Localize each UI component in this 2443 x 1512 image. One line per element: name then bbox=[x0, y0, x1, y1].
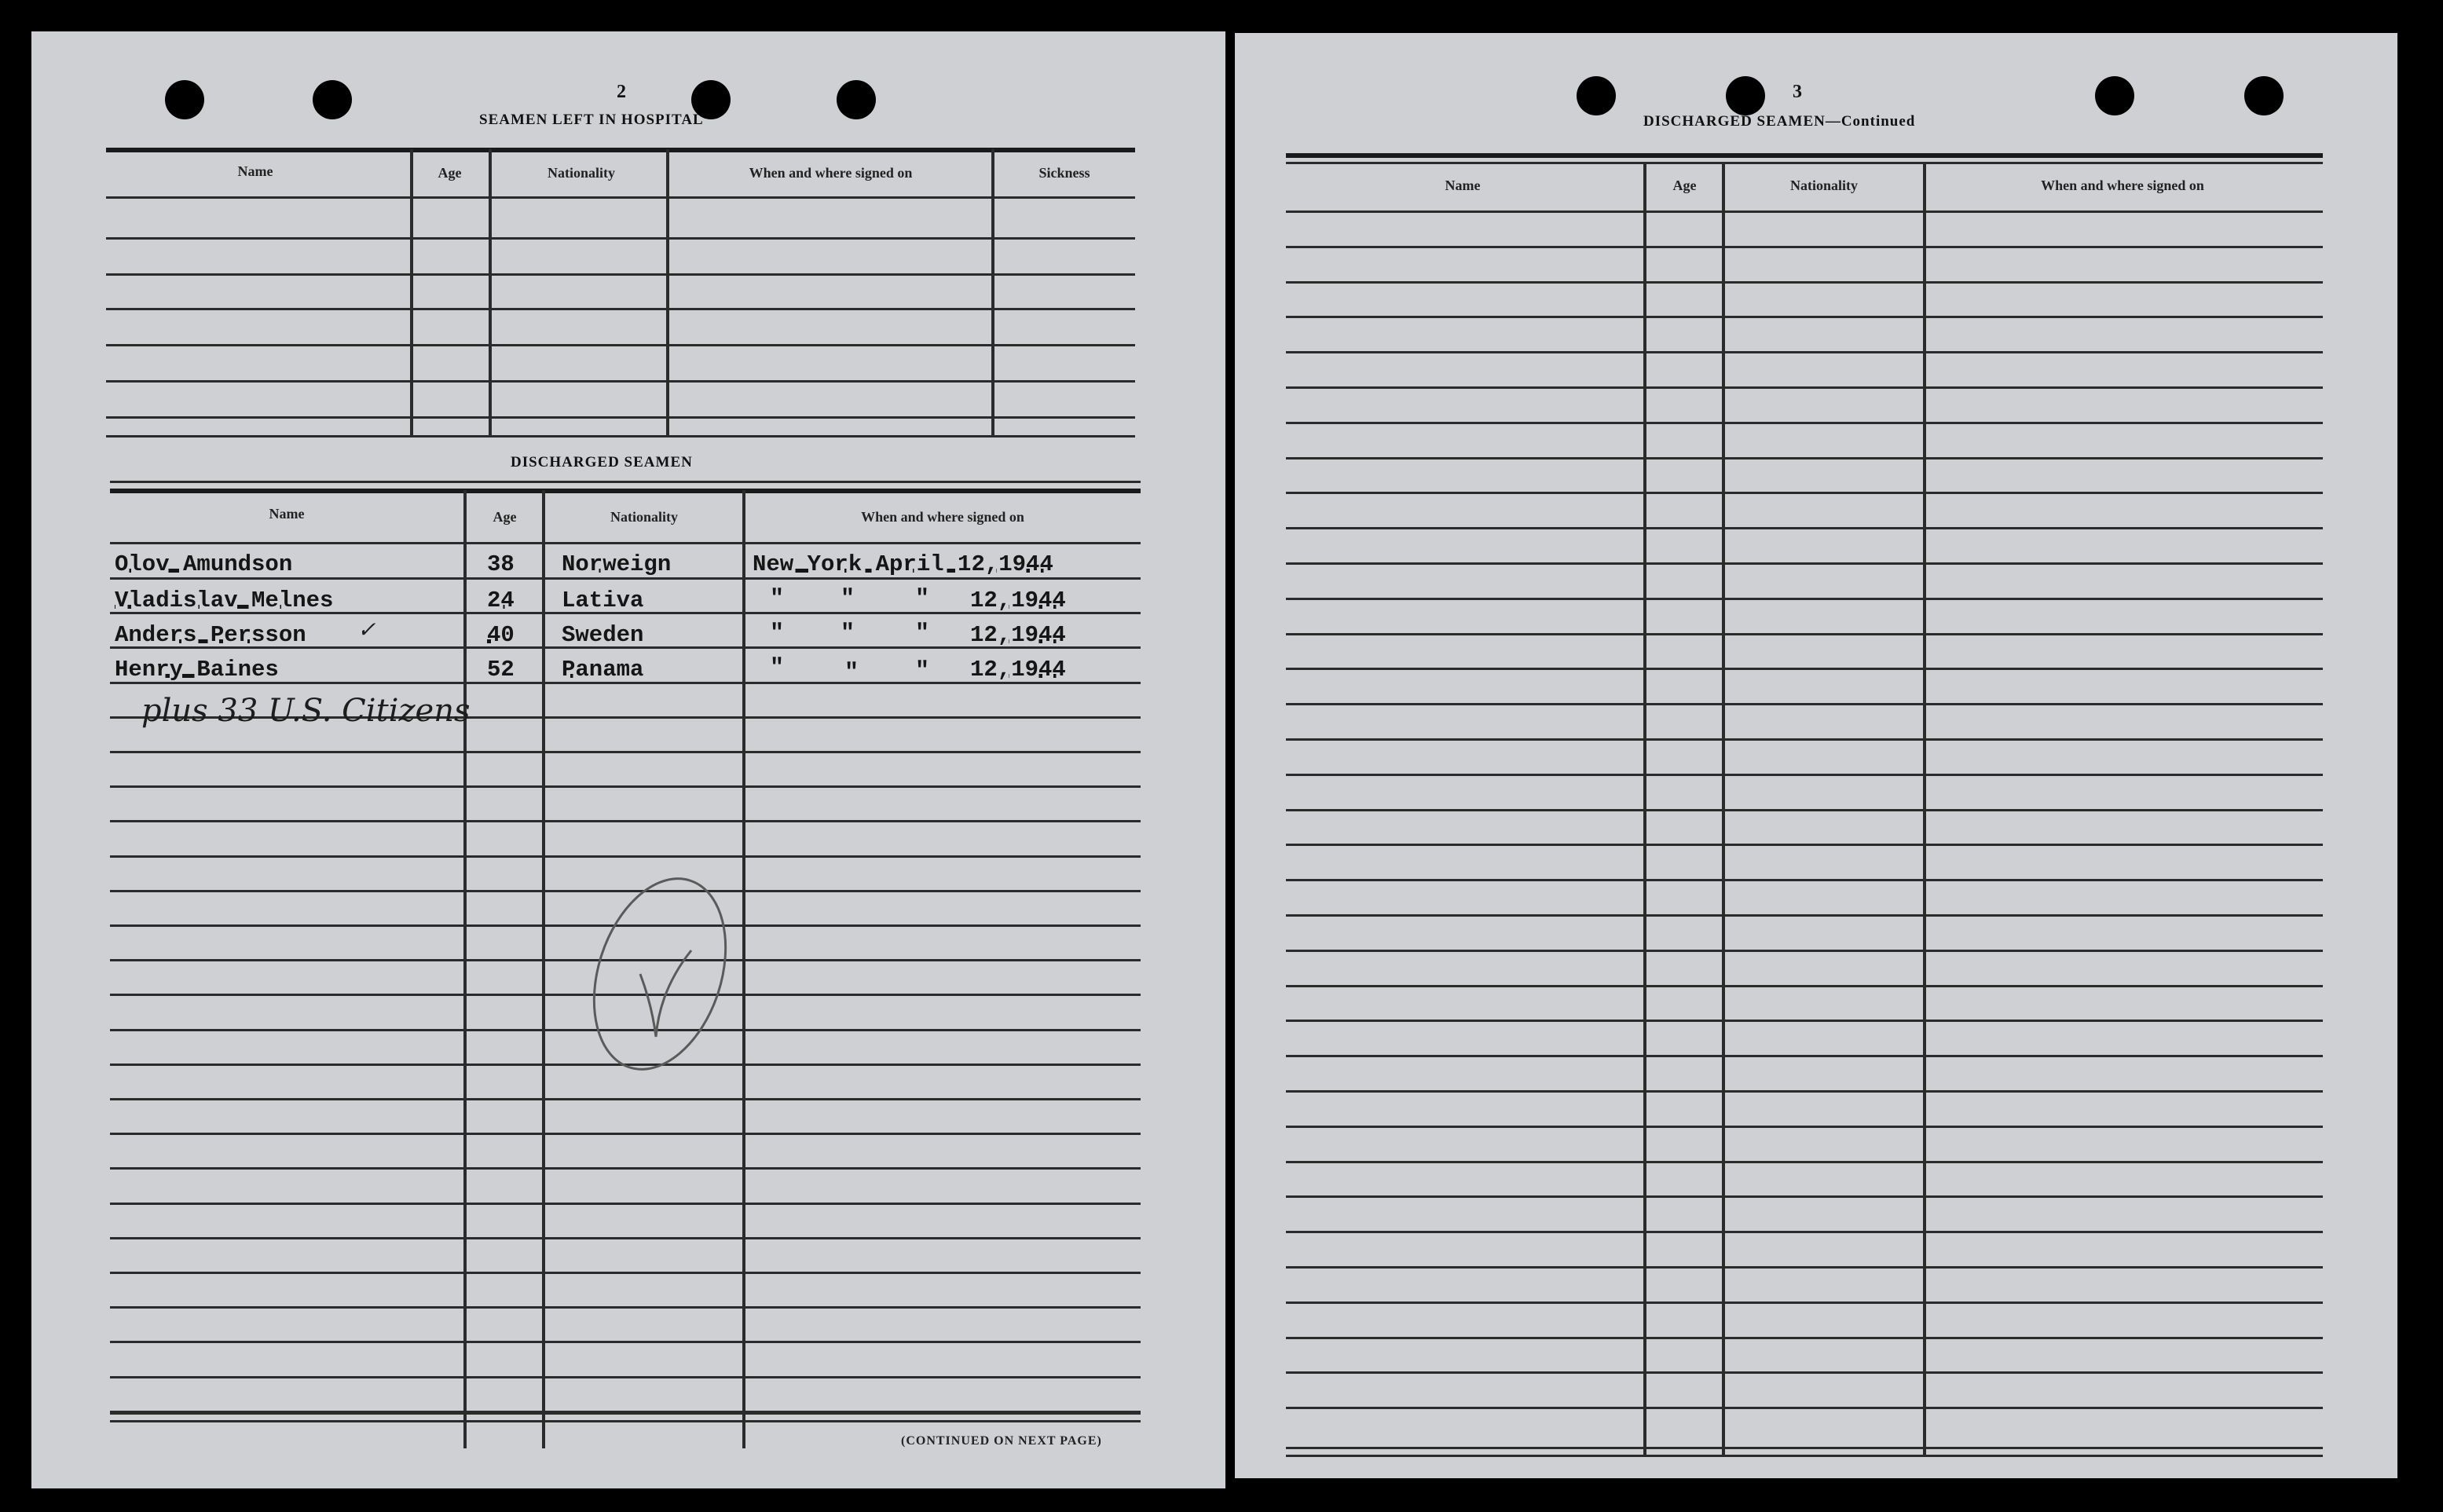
table-rule bbox=[1286, 492, 2323, 494]
column-header: Sickness bbox=[1038, 165, 1090, 181]
column-header: Name bbox=[237, 163, 273, 179]
right-section-title: DISCHARGED SEAMEN—Continued bbox=[1643, 113, 1916, 130]
table-rule bbox=[1286, 1195, 2323, 1198]
table-rule bbox=[1286, 1407, 2323, 1409]
table-border bbox=[110, 481, 1141, 483]
punch-hole bbox=[2095, 76, 2134, 115]
signed-on: 12,1944 bbox=[970, 622, 1066, 648]
table-rule bbox=[1286, 422, 2323, 424]
ditto-mark: " bbox=[915, 586, 930, 613]
signed-on: New York April 12,1944 bbox=[753, 551, 1053, 577]
hospital-section-title: SEAMEN LEFT IN HOSPITAL bbox=[479, 112, 704, 128]
punch-hole bbox=[1726, 76, 1765, 115]
seaman-age: 24 bbox=[487, 588, 515, 613]
table-rule bbox=[1286, 668, 2323, 670]
column-header: Age bbox=[438, 165, 462, 181]
seaman-name: Vladislav Melnes bbox=[115, 588, 334, 613]
page-number: 2 bbox=[617, 82, 626, 102]
ditto-mark: " bbox=[844, 660, 859, 686]
column-header: Age bbox=[1672, 178, 1697, 193]
table-rule bbox=[1286, 1231, 2323, 1233]
table-rule bbox=[110, 1203, 1141, 1205]
punch-hole bbox=[837, 80, 876, 119]
table-border bbox=[1286, 153, 2323, 158]
table-rule bbox=[106, 416, 1135, 419]
column-header: Nationality bbox=[610, 509, 678, 525]
table-rule bbox=[1286, 1055, 2323, 1057]
punch-hole bbox=[165, 80, 204, 119]
right-page bbox=[1235, 33, 2397, 1478]
seaman-name: Henry Baines bbox=[115, 657, 279, 683]
table-border bbox=[110, 1420, 1141, 1422]
column-divider bbox=[666, 149, 669, 437]
table-rule bbox=[1286, 985, 2323, 987]
ditto-mark: " bbox=[915, 658, 930, 685]
seaman-name: Olov Amundson bbox=[115, 551, 293, 577]
table-rule bbox=[1286, 738, 2323, 741]
table-rule bbox=[1286, 316, 2323, 318]
table-rule bbox=[1286, 1371, 2323, 1374]
table-rule bbox=[110, 1133, 1141, 1135]
table-rule bbox=[1286, 598, 2323, 600]
table-rule bbox=[1286, 1266, 2323, 1269]
column-divider bbox=[489, 149, 492, 437]
table-rule bbox=[1286, 703, 2323, 705]
seaman-age: 40 bbox=[487, 622, 515, 648]
table-rule bbox=[1286, 914, 2323, 917]
table-rule bbox=[1286, 457, 2323, 459]
column-header: Nationality bbox=[1789, 178, 1858, 193]
seaman-age: 38 bbox=[487, 551, 515, 577]
table-rule bbox=[1286, 1090, 2323, 1093]
column-header: Nationality bbox=[547, 165, 615, 181]
pencil-circle-mark bbox=[566, 856, 754, 1092]
discharged-section-title: DISCHARGED SEAMEN bbox=[511, 454, 693, 470]
table-rule bbox=[1286, 1161, 2323, 1163]
table-rule bbox=[1286, 351, 2323, 353]
left-page bbox=[31, 31, 1225, 1488]
seaman-nationality: Norweign bbox=[562, 551, 672, 577]
seaman-age: 52 bbox=[487, 657, 515, 683]
ditto-mark: " bbox=[770, 586, 785, 613]
table-rule bbox=[110, 1098, 1141, 1100]
table-rule bbox=[1286, 1301, 2323, 1304]
table-rule bbox=[106, 435, 1135, 437]
table-rule bbox=[106, 308, 1135, 310]
punch-hole bbox=[313, 80, 352, 119]
table-rule bbox=[1286, 809, 2323, 811]
handwritten-note: plus 33 U.S. Citizens bbox=[141, 693, 471, 729]
column-divider bbox=[542, 490, 545, 1448]
seaman-nationality: Panama bbox=[562, 657, 644, 683]
column-divider bbox=[410, 149, 413, 437]
table-rule bbox=[110, 542, 1141, 544]
ditto-mark: " bbox=[841, 586, 855, 613]
table-rule bbox=[1286, 281, 2323, 284]
table-border bbox=[106, 148, 1135, 152]
seaman-nationality: Sweden bbox=[562, 622, 644, 648]
table-border bbox=[110, 1412, 1141, 1415]
ditto-mark: " bbox=[915, 621, 930, 647]
column-header: Name bbox=[269, 506, 305, 522]
punch-hole bbox=[1577, 76, 1616, 115]
table-rule bbox=[106, 237, 1135, 240]
column-header: When and where signed on bbox=[749, 165, 913, 181]
table-rule bbox=[1286, 633, 2323, 635]
punch-hole bbox=[2244, 76, 2284, 115]
page-number: 3 bbox=[1793, 82, 1802, 102]
table-rule bbox=[110, 785, 1141, 788]
table-rule bbox=[1286, 246, 2323, 248]
column-header: When and where signed on bbox=[2041, 178, 2204, 193]
table-border bbox=[1286, 1455, 2323, 1457]
table-border bbox=[1286, 1447, 2323, 1449]
table-rule bbox=[110, 577, 1141, 580]
ditto-mark: " bbox=[841, 621, 855, 647]
table-rule bbox=[110, 1341, 1141, 1343]
table-rule bbox=[106, 380, 1135, 383]
table-rule bbox=[1286, 774, 2323, 776]
table-rule bbox=[110, 1167, 1141, 1170]
table-rule bbox=[1286, 386, 2323, 389]
table-rule bbox=[106, 196, 1135, 199]
table-border bbox=[1286, 162, 2323, 164]
table-rule bbox=[1286, 1126, 2323, 1128]
table-rule bbox=[106, 344, 1135, 346]
table-rule bbox=[1286, 562, 2323, 565]
ditto-mark: " bbox=[770, 621, 785, 647]
table-rule bbox=[1286, 1337, 2323, 1339]
signed-on: 12,1944 bbox=[970, 588, 1066, 613]
check-mark: ✓ bbox=[357, 617, 376, 643]
signed-on: 12,1944 bbox=[970, 657, 1066, 683]
table-rule bbox=[110, 751, 1141, 753]
column-header: When and where signed on bbox=[861, 509, 1024, 525]
column-divider bbox=[463, 490, 467, 1448]
table-rule bbox=[106, 273, 1135, 276]
table-rule bbox=[1286, 1020, 2323, 1022]
seaman-nationality: Lativa bbox=[562, 588, 644, 613]
table-border bbox=[110, 489, 1141, 493]
table-rule bbox=[110, 1306, 1141, 1309]
column-divider bbox=[991, 149, 994, 437]
seaman-name: Anders Persson bbox=[115, 622, 306, 648]
table-rule bbox=[1286, 211, 2323, 213]
continued-footer: (CONTINUED ON NEXT PAGE) bbox=[901, 1434, 1102, 1448]
table-rule bbox=[1286, 950, 2323, 952]
table-rule bbox=[110, 1272, 1141, 1274]
table-rule bbox=[110, 820, 1141, 822]
table-rule bbox=[1286, 844, 2323, 846]
table-rule bbox=[110, 1237, 1141, 1239]
column-header: Age bbox=[493, 509, 517, 525]
table-rule bbox=[110, 1376, 1141, 1378]
table-rule bbox=[1286, 527, 2323, 529]
column-header: Name bbox=[1445, 178, 1481, 193]
table-rule bbox=[1286, 879, 2323, 881]
ditto-mark: " bbox=[770, 655, 785, 682]
